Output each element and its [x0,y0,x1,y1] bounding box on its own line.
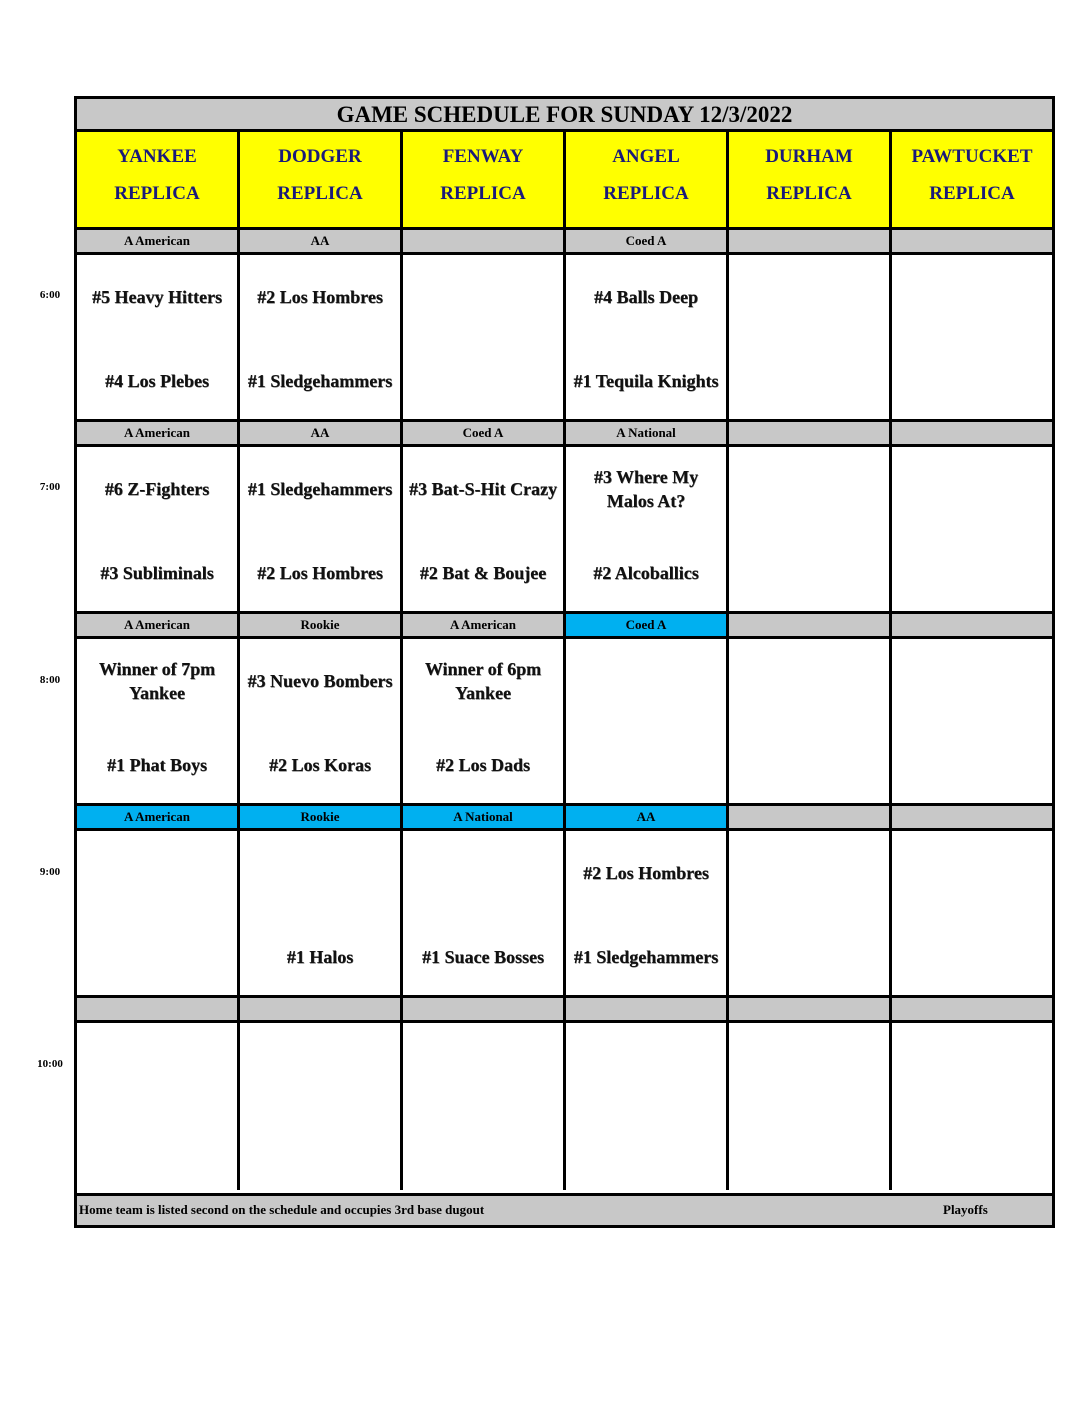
game-cell [892,639,1052,806]
field-sub: REPLICA [766,183,852,204]
division-label [403,230,566,255]
division-label-playoff: A American [77,806,240,831]
home-team: #2 Alcoballics [593,563,699,583]
division-row [77,998,1052,1023]
division-label [729,806,892,831]
field-name: DODGER [278,146,362,167]
division-label [77,998,240,1023]
away-team: Winner of 7pm Yankee [98,659,216,703]
game-cell [729,255,892,422]
away-team: #3 Where My Malos At? [593,467,699,511]
field-sub: REPLICA [114,183,200,204]
field-name: DURHAM [765,146,853,167]
division-label [892,806,1052,831]
schedule-table [74,96,1055,1228]
away-team: #2 Los Hombres [583,863,709,883]
game-cell [403,255,566,422]
game-cell [892,447,1052,614]
schedule-footer [77,1193,1052,1225]
time-label: 8:00 [39,674,61,686]
division-label [892,614,1052,639]
time-label: 9:00 [39,866,61,878]
home-team: #1 Halos [286,947,354,967]
away-team: #3 Bat-S-Hit Crazy [409,479,557,499]
division-row [77,614,1052,639]
division-row [77,230,1052,255]
field-header-durham [729,132,892,230]
home-team: #1 Sledgehammers [573,947,719,967]
game-cell [403,831,566,998]
game-cell [729,447,892,614]
division-label-playoff: Rookie [240,806,403,831]
division-label: A American [77,614,240,639]
division-label [240,998,403,1023]
game-cell [566,1023,729,1190]
time-label: 10:00 [37,1058,63,1070]
field-header-pawtucket [892,132,1052,230]
home-team: #1 Phat Boys [106,755,207,775]
field-name: PAWTUCKET [911,146,1033,167]
time-label: 6:00 [39,289,61,301]
home-team: #2 Los Koras [268,755,371,775]
field-header-angel [566,132,729,230]
game-cell [566,639,729,806]
field-name: FENWAY [442,146,524,167]
field-sub: REPLICA [929,183,1015,204]
home-team: #1 Tequila Knights [573,371,719,391]
field-name: YANKEE [117,146,197,167]
division-label: Coed A [403,422,566,447]
division-label-playoff: AA [566,806,729,831]
games-row [77,255,1052,422]
game-cell [77,447,240,614]
game-cell [77,831,240,998]
away-team: #2 Los Hombres [257,287,383,307]
game-cell [77,1023,240,1190]
field-header-dodger [240,132,403,230]
field-header-fenway [403,132,566,230]
division-label: Coed A [566,230,729,255]
field-name: ANGEL [612,146,680,167]
game-cell [240,831,403,998]
home-team: #4 Los Plebes [104,371,209,391]
division-label-playoff: A National [403,806,566,831]
games-row [77,639,1052,806]
division-label: AA [240,422,403,447]
division-label: AA [240,230,403,255]
game-cell [77,639,240,806]
field-sub: REPLICA [603,183,689,204]
away-team: #3 Nuevo Bombers [247,671,393,691]
division-label [892,422,1052,447]
game-cell [240,639,403,806]
division-label [892,230,1052,255]
games-row [77,831,1052,998]
game-cell [240,1023,403,1190]
division-label: A National [566,422,729,447]
field-header-row [77,132,1052,230]
division-row [77,806,1052,831]
time-label: 7:00 [39,481,61,493]
division-label [566,998,729,1023]
field-sub: REPLICA [440,183,526,204]
division-label: A American [77,422,240,447]
division-label: A American [77,230,240,255]
home-team: #2 Los Hombres [257,563,383,583]
game-cell [77,255,240,422]
home-team: #2 Bat & Boujee [419,563,547,583]
home-team: #3 Subliminals [100,563,214,583]
division-label [729,998,892,1023]
division-label: Rookie [240,614,403,639]
game-cell [566,447,729,614]
schedule-title: GAME SCHEDULE FOR SUNDAY 12/3/2022 [77,99,1052,132]
game-cell [403,447,566,614]
division-label [892,998,1052,1023]
division-label [729,422,892,447]
division-label-playoff: Coed A [566,614,729,639]
game-cell [892,255,1052,422]
game-cell [729,831,892,998]
game-cell [240,255,403,422]
division-label [403,998,566,1023]
games-row [77,1023,1052,1190]
game-cell [566,255,729,422]
away-team: Winner of 6pm Yankee [424,659,542,703]
home-team-note: Home team is listed second on the schedule and occupies 3rd base dugout [79,1202,485,1217]
away-team: #5 Heavy Hitters [92,287,222,307]
game-cell [566,831,729,998]
game-cell [892,1023,1052,1190]
home-team: #1 Sledgehammers [247,371,393,391]
away-team: #1 Sledgehammers [247,479,393,499]
division-label [729,230,892,255]
game-cell [892,831,1052,998]
game-cell [240,447,403,614]
games-row [77,447,1052,614]
division-row [77,422,1052,447]
division-label: A American [403,614,566,639]
away-team: #6 Z-Fighters [104,479,210,499]
home-team: #2 Los Dads [435,755,531,775]
game-cell [403,1023,566,1190]
field-header-yankee [77,132,240,230]
division-label [729,614,892,639]
game-cell [403,639,566,806]
away-team: #4 Balls Deep [593,287,698,307]
field-sub: REPLICA [277,183,363,204]
game-cell [729,639,892,806]
home-team: #1 Suace Bosses [421,947,544,967]
playoffs-legend: Playoffs [943,1202,988,1217]
game-cell [729,1023,892,1190]
